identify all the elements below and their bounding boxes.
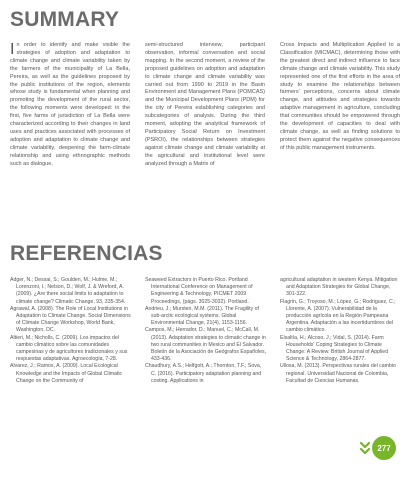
reference-entry: Seaweed Extractors in Puerto Rico. Portland International Conference on Management of Engineering & Technology, PICMET 2009 Proceedings, (págs. 3025-3032). Portland.	[145, 277, 253, 305]
references-column-2	[145, 277, 267, 480]
drop-cap-letter: I	[10, 42, 15, 58]
summary-text-3: Cross Impacts and Multiplication Applied to a Classification (MICMAC), determining those with the greatest direct and indirect influence to face climate change and climate variability. This study represented one of the first efforts in the area of study to examine the relationships between farmers' perceptions, concerns about climate change, and attitudes and strategies towards adaptive management in agriculture, concluding that communities should be empowered through the development of capacities to deal with climate change, as well as finding solutions to protect them against the negative consequences of this public management instruments.	[280, 42, 400, 151]
reference-entry: Andrieu, J.; Mursten, M.M. (2011). The Fragility of sub-arctic ecological systems. Global Environmental Change, 21(4), 1153-1156.	[145, 305, 259, 327]
summary-text-2: semi-structured interview, participant observation, informal conversation and social mapping. In the second moment, a review of the proposed guidelines on adoption and adaptation to climate change and climate variability was carried out from 1990 to 2019 in the Basin Environment and Management Plans (POMCAS) and the Municipal Development Plans (PDM) for the city of Pereira establishing categories and subcategories of analysis. During the third moment, adopting the analytical framework of Participatory Social Return on Investment (PSROI), the relationships between strategies against climate change and climate variability at the agricultural and institutional level were analyzed through a Matrix of	[145, 42, 265, 167]
references-column-1	[10, 277, 132, 480]
reference-entry: Altieri, M.; Nicholls, C. (2009). Los impactos del cambio climático sobre las comunidades campesinas y de agricultores tradicionales y sus respuestas adaptativas. Agroecología, 7-28.	[10, 334, 128, 363]
summary-heading: SUMMARY	[10, 8, 120, 31]
double-chevron-icon	[359, 441, 371, 455]
summary-column-1	[10, 42, 130, 234]
summary-text-1: n order to identify and make visible the strategies of adoption and adaptation to climate change and climate variability taken by the farmers of the municipality of La Bella, Pereira, as well as the guidelines proposed by the public institutions of the region, elements whose study is fundamental when planning and promoting the development of the rural sector, the following moments were developed: in the first, five farms of jurisdiction of La Bella were characterized according to their changes in land uses and practices associated with processes of adoption and adaptation to climate change and climate variability, deepening the farm-climate relationship and using ethnographic methods such as dialogue,	[10, 42, 130, 167]
reference-entry: Elsaltía, H.; Alcoso, J.; Vidal, S. (2014). Farm Households' Coping Strategies to Climate Change: A Review. British Journal of Applied Science & Technology, 2864-2877.	[280, 334, 389, 363]
reference-entry: Campos, M.; Herrador, D.; Manuel, C.; McCall, M. (2013). Adaptation strategies to climatic change in two rural communities in Mexico and El Salvador. Boletín de la Asociación de Geógrafos Españoles, 433-436.	[145, 327, 267, 363]
reference-entry: agricultural adaptation in western Kenya. Mitigation and Adaptation Strategies for Global Change, 301-322.	[280, 277, 398, 298]
reference-entry: Ullosa, M. (2013). Perspectivas rurales del cambio regional. Universidad Nacional de Colombia, Facultad de Ciencias Humanas.	[280, 363, 396, 384]
reference-entry: Adger, N.; Dessai, S.; Goulden, M.; Hulme, M.; Lorenzoni, I.; Nelson, D.; Wolf, J. & Wreford, A. (2009). ¿Are there social limits to adaptation to climate change? Climatic Change, 93, 335-354.	[10, 277, 126, 305]
summary-column-2	[145, 42, 265, 234]
page-number: 277	[377, 443, 391, 453]
reference-entry: Chaudhury, A.S.; Helfgott, A.; Thornton, T.F.; Sova, C. (2016). Participatory adaptation planning and costing. Applications in	[145, 363, 262, 384]
summary-column-3	[280, 42, 400, 234]
page-number-badge	[372, 436, 396, 460]
reference-entry: Flagrin, G.; Troyoso, M.; López, G.; Rodriguez, C.; Llorente, A. (2007). Vulnerabilidad de la producción agrícola en la Región Pampeana Argentina. Adaptación a las incertidumbres del cambio climático.	[280, 298, 396, 334]
reference-entry: Alvarez, J.; Ramos, A. (2009). Local Ecological Knowledge and the Impacts of Global Climatic Change on the Community of	[10, 363, 123, 384]
references-heading: REFERENCIAS	[10, 242, 163, 265]
reference-entry: Agrawal, A. (2008). The Role of Local Institutions in Adaptation to Climate Change. Social Dimensions of Climate Change Workshop, World Bank, Washington, DC.	[10, 305, 131, 334]
